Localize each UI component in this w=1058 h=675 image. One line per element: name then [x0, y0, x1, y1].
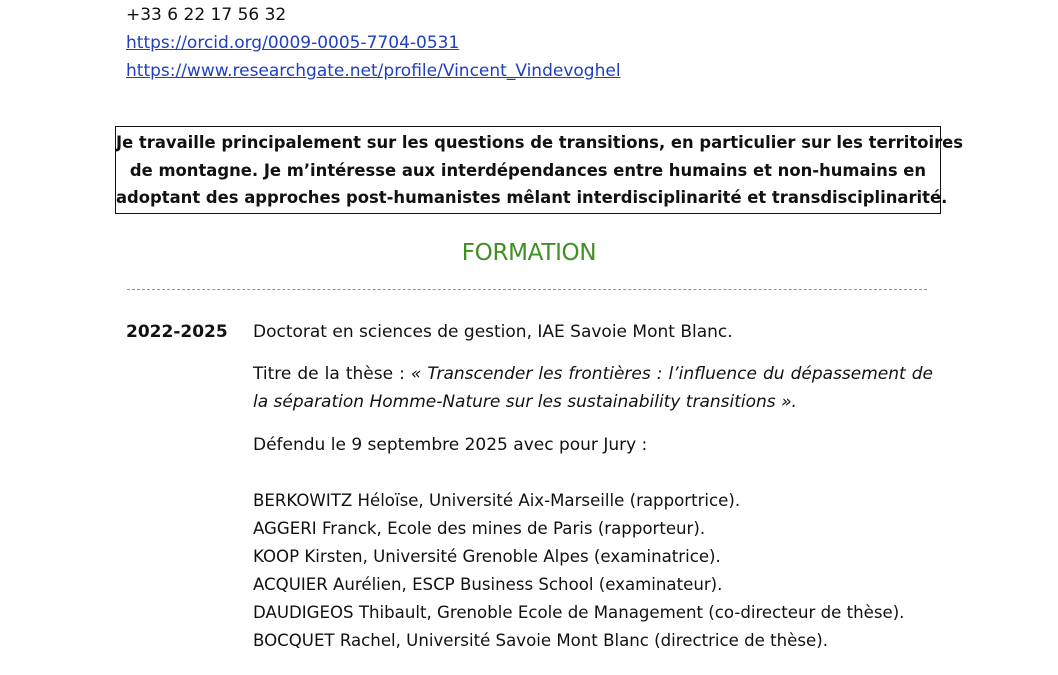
section-title-formation: FORMATION: [461, 240, 597, 266]
summary-line: adoptant des approches post-humanistes mêlant interdisciplinarité et transdisciplinarité.: [116, 188, 948, 207]
jury-member: ACQUIER Aurélien, ESCP Business School (examinateur).: [253, 575, 723, 594]
thesis-title-text: « Transcender les frontières : l’influence du dépassement de la séparation Homme-Nature sur les sustainability transitions ».: [253, 364, 933, 412]
summary-line: Je travaille principalement sur les questions de transitions, en particulier sur les territoires: [116, 133, 964, 152]
formation-years: 2022-2025: [126, 322, 228, 342]
jury-member: DAUDIGEOS Thibault, Grenoble Ecole de Management (co-directeur de thèse).: [253, 603, 905, 622]
jury-member: BERKOWITZ Héloïse, Université Aix-Marseille (rapportrice).: [253, 491, 741, 510]
summary-line: de montagne. Je m’intéresse aux interdépendances entre humains et non-humains en: [129, 160, 927, 180]
jury-member: AGGERI Franck, Ecole des mines de Paris (rapporteur).: [253, 519, 706, 538]
degree-title: Doctorat en sciences de gestion, IAE Savoie Mont Blanc.: [253, 322, 733, 342]
thesis-title: [253, 360, 933, 416]
phone-number: +33 6 22 17 56 32: [126, 5, 287, 25]
researchgate-link[interactable]: https://www.researchgate.net/profile/Vincent_Vindevoghel: [126, 61, 621, 81]
orcid-link[interactable]: https://orcid.org/0009-0005-7704-0531: [126, 33, 460, 53]
research-summary-box: [115, 126, 964, 214]
defense-date: Défendu le 9 septembre 2025 avec pour Jury :: [253, 435, 648, 455]
jury-member: KOOP Kirsten, Université Grenoble Alpes (examinatrice).: [253, 547, 721, 566]
section-divider: [127, 289, 927, 290]
jury-list: [253, 487, 904, 655]
jury-member: BOCQUET Rachel, Université Savoie Mont Blanc (directrice de thèse).: [253, 631, 828, 650]
thesis-prefix: Titre de la thèse :: [253, 364, 411, 384]
